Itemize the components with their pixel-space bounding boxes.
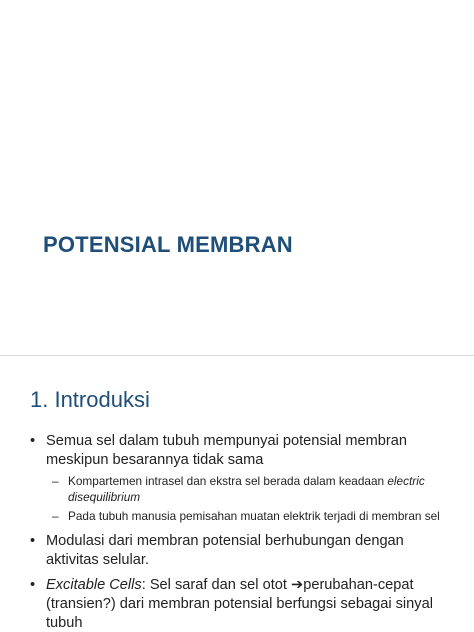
- dash-symbol: –: [52, 509, 59, 523]
- list-item: [0, 576, 474, 632]
- bullet-text: Semua sel dalam tubuh mempunyai potensial membran meskipun besarannya tidak sama: [46, 433, 407, 468]
- slide-title-text: POTENSIAL MEMBRAN: [43, 232, 293, 257]
- slide-introduction: [0, 356, 474, 632]
- bullet-symbol: •: [30, 576, 36, 593]
- section-heading: 1. Introduksi: [30, 387, 150, 412]
- sub-bullet-text: Kompartemen intrasel dan ekstra sel berada dalam keadaan: [68, 474, 388, 488]
- sub-bullet-italic: electric disequilibrium: [68, 474, 425, 504]
- sub-bullet-text: Pada tubuh manusia pemisahan muatan elektrik terjadi di membran sel: [68, 509, 440, 523]
- list-item: [0, 432, 474, 470]
- sub-list-item: [0, 509, 474, 525]
- list-item: [0, 532, 474, 570]
- sub-list-item: [0, 474, 474, 505]
- bullet-symbol: •: [30, 433, 36, 449]
- arrow-icon: ➔: [290, 576, 304, 593]
- bullet-list: [0, 432, 474, 632]
- bullet-text: : Sel saraf dan sel otot: [141, 576, 291, 593]
- bullet-text-continued: perubahan-cepat (transien?) dari membran potensial berfungsi sebagai sinyal tubuh: [46, 576, 433, 631]
- bullet-symbol: •: [30, 532, 36, 549]
- dash-symbol: –: [52, 474, 59, 488]
- bullet-italic-term: Excitable Cells: [46, 576, 142, 593]
- bullet-text: Modulasi dari membran potensial berhubungan dengan aktivitas selular.: [46, 532, 404, 568]
